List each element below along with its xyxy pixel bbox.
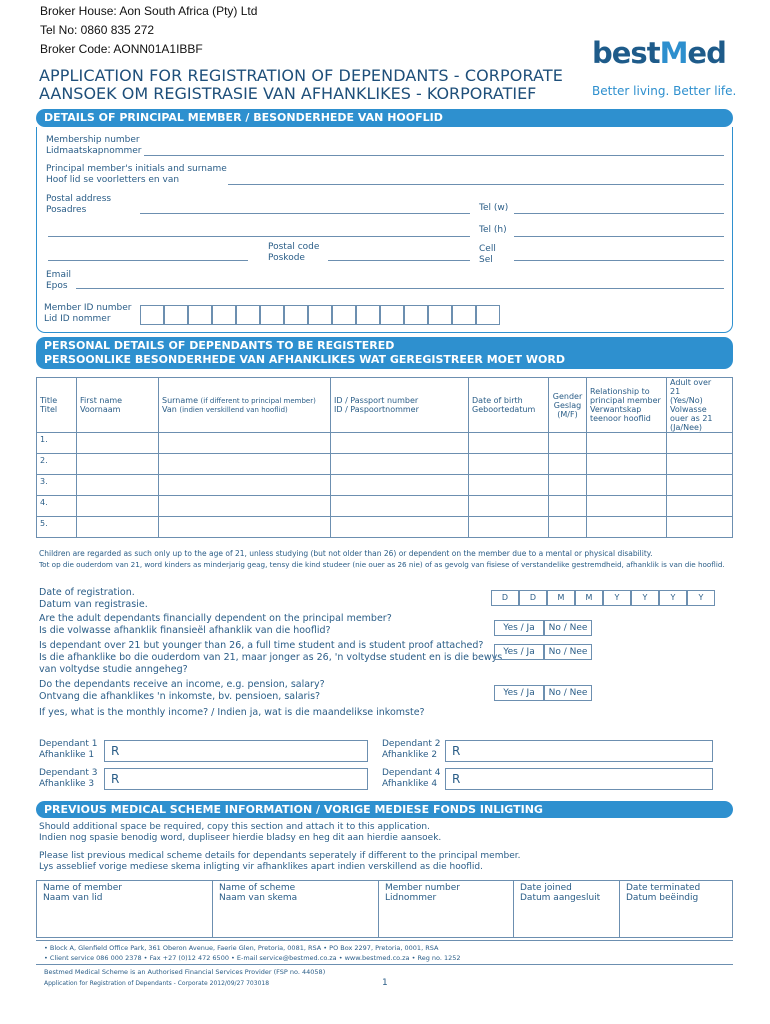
q1-label-en: Are the adult dependants financially dependent on the principal member?: [39, 613, 392, 624]
col-surname-header: [159, 378, 331, 433]
dependant4-label-en: Dependant 4: [382, 768, 441, 778]
dependant1-label-en: Dependant 1: [39, 739, 98, 749]
dob-cell[interactable]: [469, 517, 549, 538]
initials-surname-field[interactable]: [228, 184, 724, 185]
title-afrikaans: AANSOEK OM REGISTRASIE VAN AFHANKLIKES - KORPORATIEF: [39, 84, 537, 103]
first-name-cell[interactable]: [77, 454, 159, 475]
date-joined-cell[interactable]: [514, 881, 620, 938]
first-name-cell[interactable]: [77, 517, 159, 538]
col-label-en: Name of scheme: [219, 883, 296, 893]
member-id-digit[interactable]: [452, 305, 476, 325]
q4-label: If yes, what is the monthly income? / Indien ja, wat is die maandelikse inkomste?: [39, 707, 425, 718]
row-number: 3.: [37, 475, 77, 496]
q1-yes-option[interactable]: Yes / Ja: [494, 620, 544, 636]
adult-cell[interactable]: [667, 517, 733, 538]
table-row[interactable]: [37, 881, 733, 938]
dob-cell[interactable]: [469, 496, 549, 517]
previous-scheme-table: [36, 880, 733, 938]
relationship-cell[interactable]: [587, 517, 667, 538]
footer-contact: • Client service 086 000 2378 • Fax +27 (0)12 472 6500 • E-mail service@bestmed.co.za • www.bestmed.co.za • Reg no. 1252: [44, 954, 461, 962]
date-box-month[interactable]: M: [575, 590, 603, 606]
member-id-label-en: Member ID number: [44, 303, 132, 313]
dependants-section-header: [36, 337, 733, 369]
q1-no-option[interactable]: No / Nee: [544, 620, 592, 636]
col-title-header: Title Titel: [37, 378, 77, 433]
previous-p2-en: Please list previous medical scheme details for dependants seperately if different to the principal member.: [39, 851, 521, 861]
q3-label-en: Do the dependants receive an income, e.g. pension, salary?: [39, 679, 325, 690]
col-id-header: ID / Passport number ID / Paspoortnommer: [331, 378, 469, 433]
col-label-af: Datum aangesluit: [520, 893, 601, 903]
member-id-label-af: Lid ID nommer: [44, 314, 111, 324]
page-number: 1: [382, 978, 388, 988]
surname-cell[interactable]: [159, 454, 331, 475]
postal-address-field-3[interactable]: [48, 260, 248, 261]
logo-best: best: [592, 36, 660, 70]
currency-label: R: [111, 744, 120, 758]
broker-code: Broker Code: AONN01A1IBBF: [40, 42, 203, 56]
row-number: 1.: [37, 433, 77, 454]
gender-cell[interactable]: [549, 517, 587, 538]
col-dob-header: Date of birth Geboortedatum: [469, 378, 549, 433]
principal-panel: [36, 127, 733, 333]
adult-cell[interactable]: [667, 454, 733, 475]
member-id-digit[interactable]: [164, 305, 188, 325]
id-cell[interactable]: [331, 517, 469, 538]
postal-label-af: Posadres: [46, 205, 87, 215]
member-id-digit[interactable]: [236, 305, 260, 325]
q2-label-af-cont: van voltydse studie anngeheg?: [39, 664, 188, 675]
surname-note-en: (if different to principal member): [200, 397, 316, 405]
adult-cell[interactable]: [667, 433, 733, 454]
dependant4-income-field[interactable]: [445, 768, 713, 790]
id-cell[interactable]: [331, 433, 469, 454]
telh-field[interactable]: [514, 236, 724, 237]
id-cell[interactable]: [331, 475, 469, 496]
currency-label: R: [452, 772, 461, 786]
col-label-en: Member number: [385, 883, 461, 893]
adult-cell[interactable]: [667, 475, 733, 496]
registration-date-label-af: Datum van registrasie.: [39, 599, 148, 610]
dependant4-label-af: Afhanklike 4: [382, 779, 438, 789]
member-id-digit[interactable]: [332, 305, 356, 325]
dependant1-income-field[interactable]: [104, 740, 368, 762]
q3-label-af: Ontvang die afhanklikes 'n inkomste, bv. pensioen, salaris?: [39, 691, 321, 702]
footer-fsp: Bestmed Medical Scheme is an Authorised Financial Services Provider (FSP no. 44058): [44, 968, 326, 976]
dob-cell[interactable]: [469, 475, 549, 496]
member-id-digit[interactable]: [284, 305, 308, 325]
q1-label-af: Is die volwasse afhanklik finansieël afhanklik van die hooflid?: [39, 625, 331, 636]
footer-form-ref: Application for Registration of Dependants - Corporate 2012/09/27 703018: [44, 980, 270, 987]
footer-divider: [36, 964, 733, 965]
postal-address-field-2[interactable]: [48, 236, 470, 237]
date-box-day[interactable]: D: [519, 590, 547, 606]
gender-cell[interactable]: [549, 496, 587, 517]
dependant2-label-en: Dependant 2: [382, 739, 441, 749]
date-box-month[interactable]: M: [547, 590, 575, 606]
row-number: 4.: [37, 496, 77, 517]
dependant2-label-af: Afhanklike 2: [382, 750, 438, 760]
cell-label-en: Cell: [479, 244, 496, 254]
postal-address-field-1[interactable]: [140, 213, 470, 214]
dob-cell[interactable]: [469, 433, 549, 454]
dependant1-label-af: Afhanklike 1: [39, 750, 95, 760]
children-note-en: Children are regarded as such only up to the age of 21, unless studying (but not older than 26) or dependent on the member due to a mental or physical disability.: [39, 549, 653, 558]
table-row[interactable]: [37, 496, 733, 517]
initials-label-en: Principal member's initials and surname: [46, 164, 227, 174]
currency-label: R: [111, 772, 120, 786]
logo-ed: ed: [687, 36, 726, 70]
first-name-cell[interactable]: [77, 433, 159, 454]
registration-date-label-en: Date of registration.: [39, 587, 135, 598]
date-box-day[interactable]: D: [491, 590, 519, 606]
email-label-af: Epos: [46, 281, 68, 291]
surname-cell[interactable]: [159, 475, 331, 496]
footer-address: • Block A, Glenfield Office Park, 361 Oberon Avenue, Faerie Glen, Pretoria, 0081, RSA • PO Box 2297, Pretoria, 0001, RSA: [44, 944, 439, 952]
previous-p1-en: Should additional space be required, copy this section and attach it to this application.: [39, 822, 430, 832]
id-cell[interactable]: [331, 496, 469, 517]
email-label-en: Email: [46, 270, 71, 280]
surname-note-af: (indien verskillend van hooflid): [179, 406, 288, 414]
email-field[interactable]: [76, 288, 724, 289]
first-name-cell[interactable]: [77, 475, 159, 496]
table-row[interactable]: [37, 475, 733, 496]
previous-section-header: PREVIOUS MEDICAL SCHEME INFORMATION / VORIGE MEDIESE FONDS INLIGTING: [36, 801, 733, 818]
q3-yes-option[interactable]: Yes / Ja: [494, 685, 544, 701]
date-box-year[interactable]: Y: [631, 590, 659, 606]
member-id-digit[interactable]: [212, 305, 236, 325]
surname-cell[interactable]: [159, 433, 331, 454]
telw-label: Tel (w): [479, 203, 509, 213]
postal-label-en: Postal address: [46, 194, 112, 204]
col-label-af: Naam van skema: [219, 893, 298, 903]
dependant3-label-en: Dependant 3: [39, 768, 98, 778]
first-name-cell[interactable]: [77, 496, 159, 517]
member-id-digit[interactable]: [476, 305, 500, 325]
member-id-digit[interactable]: [428, 305, 452, 325]
dependants-header-af: PERSOONLIKE BESONDERHEDE VAN AFHANKLIKES WAT GEREGISTREER MOET WORD: [44, 353, 565, 366]
q2-label-en: Is dependant over 21 but younger than 26, a full time student and is student proof attached?: [39, 640, 484, 651]
dob-cell[interactable]: [469, 454, 549, 475]
member-name-cell[interactable]: [37, 881, 213, 938]
title-english: APPLICATION FOR REGISTRATION OF DEPENDANTS - CORPORATE: [39, 66, 563, 85]
currency-label: R: [452, 744, 461, 758]
membership-label-af: Lidmaatskapnommer: [46, 146, 142, 156]
gender-cell[interactable]: [549, 454, 587, 475]
gender-cell[interactable]: [549, 433, 587, 454]
col-label-en: Name of member: [43, 883, 122, 893]
table-row[interactable]: [37, 454, 733, 475]
member-id-digit[interactable]: [404, 305, 428, 325]
col-relationship-header: Relationship to principal member Verwantskap teenoor hooflid: [587, 378, 667, 433]
member-id-digit[interactable]: [380, 305, 404, 325]
gender-cell[interactable]: [549, 475, 587, 496]
bestmed-logo: [592, 36, 737, 70]
telw-field[interactable]: [514, 213, 724, 214]
logo-tagline: Better living. Better life.: [592, 84, 737, 98]
surname-cell[interactable]: [159, 496, 331, 517]
table-header-row: [37, 378, 733, 433]
scheme-name-cell[interactable]: [213, 881, 379, 938]
q3-no-option[interactable]: No / Nee: [544, 685, 592, 701]
dependant2-income-field[interactable]: [445, 740, 713, 762]
col-label-en: Date terminated: [626, 883, 701, 893]
row-number: 2.: [37, 454, 77, 475]
previous-p2-af: Lys asseblief vorige mediese skema inligting vir afhanklikes apart indien verskillend as die hooflid.: [39, 862, 484, 872]
adult-cell[interactable]: [667, 496, 733, 517]
relationship-cell[interactable]: [587, 454, 667, 475]
dependant3-income-field[interactable]: [104, 768, 368, 790]
relationship-cell[interactable]: [587, 496, 667, 517]
surname-label-en: Surname: [162, 396, 201, 405]
relationship-cell[interactable]: [587, 433, 667, 454]
date-terminated-cell[interactable]: [620, 881, 733, 938]
postal-code-label-af: Poskode: [268, 253, 305, 263]
cell-label-af: Sel: [479, 255, 493, 265]
col-gender-header: Gender Geslag (M/F): [549, 378, 587, 433]
col-label-af: Datum beëindig: [626, 893, 699, 903]
broker-tel: Tel No: 0860 835 272: [40, 23, 155, 37]
col-label-en: Date joined: [520, 883, 572, 893]
col-label-af: Lidnommer: [385, 893, 437, 903]
children-note-af: Tot op die ouderdom van 21, word kinders as minderjarig geag, tensy die kind studeer (nie ouer as 26 nie) of as gevolg van fisiese of verstandelike gestremdheid, afhanklik is van die hooflid.: [39, 560, 725, 569]
telh-label: Tel (h): [479, 225, 507, 235]
date-box-year[interactable]: Y: [687, 590, 715, 606]
member-id-digit[interactable]: [140, 305, 164, 325]
col-first-header: First name Voornaam: [77, 378, 159, 433]
member-id-digit[interactable]: [260, 305, 284, 325]
broker-house: Broker House: Aon South Africa (Pty) Ltd: [40, 4, 258, 18]
dependants-table: [36, 377, 733, 538]
q2-no-option[interactable]: No / Nee: [544, 644, 592, 660]
relationship-cell[interactable]: [587, 475, 667, 496]
member-id-digit[interactable]: [308, 305, 332, 325]
dependants-header-en: PERSONAL DETAILS OF DEPENDANTS TO BE REGISTERED: [44, 339, 395, 352]
q2-label-af: Is die afhanklike bo die ouderdom van 21, maar jonger as 26, 'n voltydse student en is die bewys: [39, 652, 503, 663]
initials-label-af: Hoof lid se voorletters en van: [46, 175, 180, 185]
id-cell[interactable]: [331, 454, 469, 475]
surname-label-af: Van: [162, 405, 180, 414]
table-row[interactable]: [37, 433, 733, 454]
date-box-year[interactable]: Y: [659, 590, 687, 606]
principal-section-header: DETAILS OF PRINCIPAL MEMBER / BESONDERHEDE VAN HOOFLID: [36, 109, 733, 127]
member-number-cell[interactable]: [379, 881, 514, 938]
member-id-digit[interactable]: [188, 305, 212, 325]
logo-m: M: [659, 36, 688, 70]
previous-p1-af: Indien nog spasie benodig word, dupliseer hierdie bladsy en heg dit aan hierdie aansoek.: [39, 833, 442, 843]
dependant3-label-af: Afhanklike 3: [39, 779, 95, 789]
cell-field[interactable]: [514, 260, 724, 261]
surname-cell[interactable]: [159, 517, 331, 538]
membership-label-en: Membership number: [46, 135, 140, 145]
row-number: 5.: [37, 517, 77, 538]
date-box-year[interactable]: Y: [603, 590, 631, 606]
table-row[interactable]: [37, 517, 733, 538]
col-adult-header: Adult over 21 (Yes/No) Volwasse ouer as 21 (Ja/Nee): [667, 378, 733, 433]
col-label-af: Naam van lid: [43, 893, 103, 903]
postal-code-field[interactable]: [328, 260, 470, 261]
member-id-digit[interactable]: [356, 305, 380, 325]
membership-number-field[interactable]: [144, 155, 724, 156]
q2-yes-option[interactable]: Yes / Ja: [494, 644, 544, 660]
footer-divider: [36, 940, 733, 941]
postal-code-label-en: Postal code: [268, 242, 320, 252]
